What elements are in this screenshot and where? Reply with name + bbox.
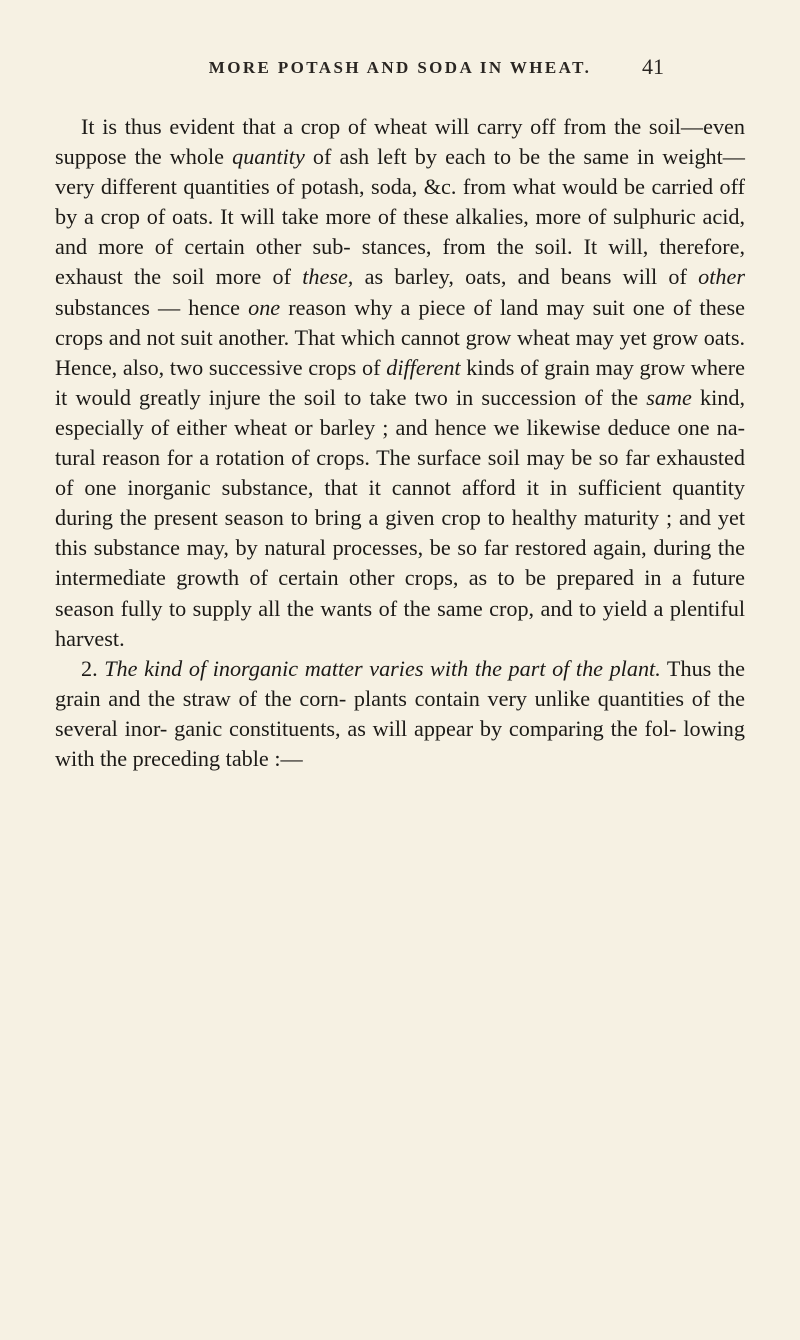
italic-run: different [386,354,461,380]
section-heading: The kind of inorganic matter varies with the part of the plant. [104,655,661,681]
paragraph-1 [55,112,745,654]
text-run: as barley, oats, and beans will of [353,264,699,290]
running-head: MORE POTASH AND SODA IN WHEAT. [208,58,592,77]
italic-run: quantity [232,144,305,170]
section-number: 2. [81,655,98,681]
italic-run: these, [302,264,354,290]
text-run: kinds of grain may grow where it would greatly injure the soil to take two in succession of the [55,354,746,410]
paragraph-2 [55,654,745,774]
italic-run: same [646,384,692,410]
text-run: kind, especially of either wheat or barley ; and hence we likewise deduce one na- tural reason for a rotation of crops. The surface soil may be so far exhausted of one inorganic substance, that it cannot afford it in sufficient quantity during the present season to bring a given crop to healthy maturity ; and yet this substance may, by natural processes, be so far restored again, during the intermediate growth of certain other crops, as to be prepared in a future season fully to supply all the wants of the same crop, and to yield a plentiful harvest. [55,384,745,651]
text-run: Thus the grain and the straw of the corn- plants contain very unlike quantities of the several inor- ganic constituents, as will appear by comparing the fol- lowing with the preceding table :— [55,655,745,771]
body-text [55,112,745,774]
text-run: substances — hence [55,294,249,320]
italic-run: one [248,294,281,320]
italic-run: other [698,264,745,290]
page-number: 41 [642,54,664,79]
text-run: of ash left by each to be the same in weight—very different quantities of potash, soda, &c. from what would be carried off by a crop of oats. It will take more of these alkalies, more of sulphuric acid, and more of certain other sub- stances, from the soil. It will, therefore, exhaust the soil more of [55,144,745,290]
text-run: It is thus evident that a crop of wheat will carry off from the soil—even suppose the whole [55,114,745,170]
text-run: reason why a piece of land may suit one of these crops and not suit another. That which cannot grow wheat may yet grow oats. Hence, also, two successive crops of [55,294,746,380]
